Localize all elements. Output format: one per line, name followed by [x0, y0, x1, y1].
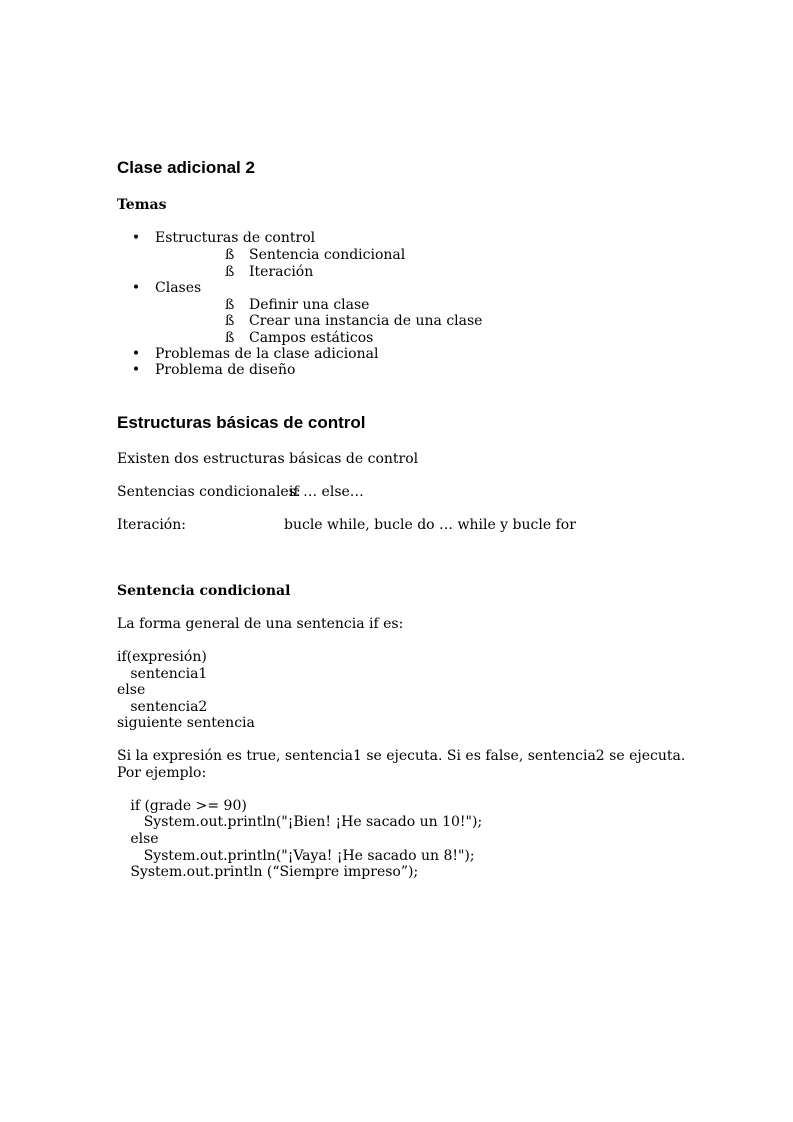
- cond-label: Sentencias condicionales:: [117, 484, 301, 500]
- paragraph: La forma general de una sentencia if es:: [117, 616, 404, 632]
- code-line: if (grade >= 90): [117, 798, 247, 814]
- list-item-label: Estructuras de control: [155, 230, 316, 246]
- bullet-icon: •: [131, 230, 141, 246]
- list-item-label: Problema de diseño: [155, 362, 296, 378]
- syntax-line: if(expresión): [117, 649, 207, 665]
- code-line: else: [117, 831, 159, 847]
- sub-bullet-icon: ß: [225, 297, 235, 313]
- sub-bullet-icon: ß: [225, 247, 235, 263]
- paragraph: Si la expresión es true, sentencia1 se ejecuta. Si es false, sentencia2 se ejecuta.: [117, 748, 686, 764]
- iter-label: Iteración:: [117, 517, 186, 533]
- sub-list-item-label: Sentencia condicional: [249, 247, 406, 263]
- code-line: System.out.println("¡Bien! ¡He sacado un 10!");: [117, 814, 483, 830]
- document-title: Clase adicional 2: [117, 158, 255, 177]
- bullet-icon: •: [131, 362, 141, 378]
- section-heading: Estructuras básicas de control: [117, 413, 366, 432]
- syntax-line: sentencia1: [117, 666, 208, 682]
- bullet-icon: •: [131, 280, 141, 296]
- paragraph: Existen dos estructuras básicas de control: [117, 451, 419, 467]
- sub-list-item-label: Iteración: [249, 264, 314, 280]
- sub-bullet-icon: ß: [225, 313, 235, 329]
- list-item-label: Problemas de la clase adicional: [155, 346, 379, 362]
- syntax-line: else: [117, 682, 146, 698]
- code-line: System.out.println("¡Vaya! ¡He sacado un 8!");: [117, 848, 475, 864]
- section-heading: Sentencia condicional: [117, 583, 291, 599]
- iter-value: bucle while, bucle do … while y bucle for: [284, 517, 576, 533]
- temas-heading: Temas: [117, 197, 167, 213]
- syntax-line: siguiente sentencia: [117, 715, 255, 731]
- code-line: System.out.println (“Siempre impreso”);: [117, 864, 419, 880]
- sub-list-item-label: Crear una instancia de una clase: [249, 313, 483, 329]
- sub-list-item-label: Campos estáticos: [249, 330, 374, 346]
- sub-list-item-label: Definir una clase: [249, 297, 370, 313]
- document-page: [117, 0, 757, 1122]
- cond-value: if … else…: [289, 484, 364, 500]
- sub-bullet-icon: ß: [225, 264, 235, 280]
- sub-bullet-icon: ß: [225, 330, 235, 346]
- bullet-icon: •: [131, 346, 141, 362]
- syntax-line: sentencia2: [117, 699, 208, 715]
- paragraph: Por ejemplo:: [117, 765, 207, 781]
- list-item-label: Clases: [155, 280, 202, 296]
